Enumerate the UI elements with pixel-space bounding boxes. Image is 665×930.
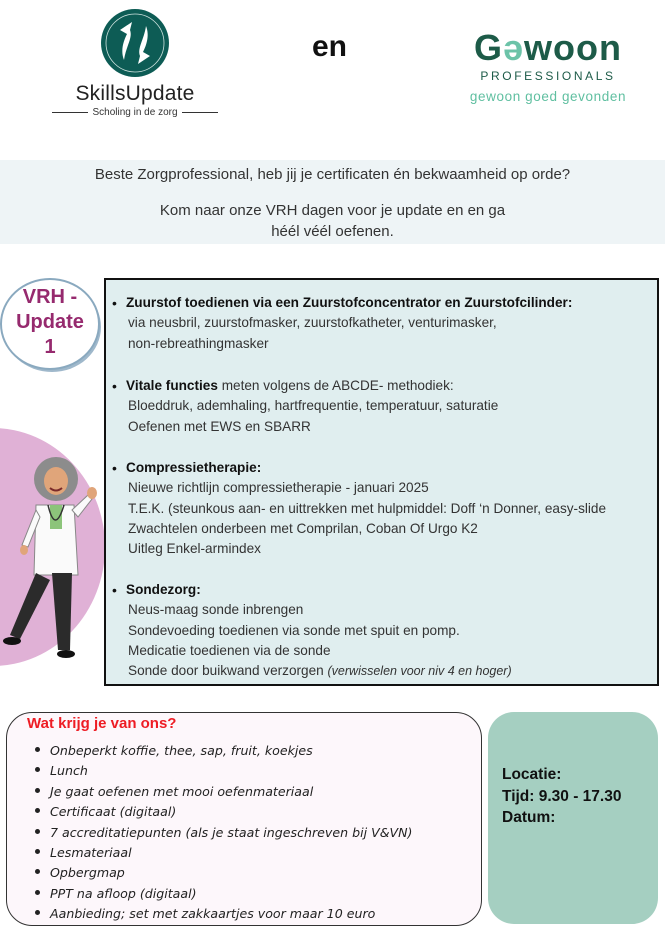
- offer-title: Wat krijg je van ons?: [27, 715, 177, 732]
- topic-line: Sondevoeding toedienen via sonde met spuit en pomp.: [128, 622, 460, 638]
- topic-line: Zwachtelen onderbeen met Comprilan, Coban Of Urgo K2: [128, 520, 478, 536]
- skillsupdate-name: SkillsUpdate: [75, 82, 195, 105]
- badge-text: [2, 280, 98, 360]
- topic-compression: [112, 458, 653, 559]
- offer-item-text: Opbergmap: [50, 865, 125, 881]
- offer-item: [35, 863, 473, 883]
- topic-line: Bloeddruk, ademhaling, hartfrequentie, temperatuur, saturatie: [128, 398, 499, 414]
- topic-heading: Zuurstof toedienen via een Zuurstofconcentrator en Zuurstofcilinder:: [126, 295, 573, 310]
- skillsupdate-tagline: Scholing in de zorg: [92, 107, 178, 118]
- topic-oxygen: [112, 293, 653, 354]
- topic-tube-care: [112, 580, 653, 681]
- offer-item: [35, 904, 473, 924]
- bullet-icon: [35, 890, 40, 895]
- wordmark-part: G: [473, 27, 503, 68]
- offer-item-text: 7 accreditatiepunten (als je staat ingeschreven bij V&VN): [50, 824, 413, 840]
- topic-heading: Sondezorg:: [126, 582, 201, 597]
- topic-line: Uitleg Enkel-armindex: [128, 541, 261, 557]
- bullet-icon: [35, 829, 40, 834]
- offer-item: [35, 782, 473, 802]
- bullet-icon: [35, 869, 40, 874]
- nurse-illustration: [0, 455, 100, 665]
- topic-line: Nieuwe richtlijn compressietherapie - januari 2025: [128, 480, 429, 496]
- gewoon-wordmark: [448, 28, 648, 68]
- bullet-icon: [35, 808, 40, 813]
- offer-item: [35, 802, 473, 822]
- topic-line: T.E.K. (steunkous aan- en uittrekken met hulpmiddel: Doff ‘n Donner, easy-slide: [128, 500, 607, 516]
- skillsupdate-tagline-row: [50, 107, 220, 118]
- bullet-icon: [35, 910, 40, 915]
- bullet-icon: •: [112, 460, 117, 476]
- topic-line: via neusbril, zuurstofmasker, zuurstofkatheter, venturimasker,: [128, 315, 497, 331]
- offer-list: [35, 741, 473, 925]
- bullet-icon: •: [112, 378, 117, 394]
- gewoon-professionals-logo: [448, 28, 648, 118]
- topic-note: (verwisselen voor niv 4 en hoger): [327, 664, 512, 679]
- offer-item-text: Je gaat oefenen met mooi oefenmateriaal: [50, 783, 314, 799]
- topics-box: [104, 278, 659, 686]
- bullet-icon: [35, 849, 40, 854]
- divider-line: [182, 112, 218, 113]
- topic-heading: Vitale functies: [126, 378, 218, 393]
- bullet-icon: [35, 767, 40, 772]
- date-label: Datum:: [502, 809, 556, 826]
- intro-banner: [0, 160, 665, 244]
- topic-line: Oefenen met EWS en SBARR: [128, 418, 311, 434]
- bullet-icon: [35, 747, 40, 752]
- conjunction-text: en: [312, 30, 348, 63]
- topic-vital-signs: [112, 376, 653, 437]
- offer-item-text: Aanbieding; set met zakkaartjes voor maar 10 euro: [50, 906, 376, 922]
- vrh-update-badge: [0, 278, 100, 370]
- offer-item-text: Certificaat (digitaal): [50, 804, 177, 820]
- event-info-lines: [502, 764, 652, 829]
- topic-heading: Compressietherapie:: [126, 460, 262, 475]
- offer-item: [35, 741, 473, 761]
- gewoon-slogan: gewoon goed gevonden: [469, 89, 627, 104]
- circular-arrows-icon: [100, 8, 170, 78]
- topic-line: Sonde door buikwand verzorgen: [128, 663, 328, 679]
- intro-line-2: Kom naar onze VRH dagen voor je update en en ga héél véél oefenen.: [159, 202, 506, 240]
- badge-label: VRH - Update 1: [16, 286, 84, 358]
- offer-item: [35, 823, 473, 843]
- divider-line: [52, 112, 88, 113]
- offer-item-text: Lesmateriaal: [50, 845, 132, 861]
- topic-line: Neus-maag sonde inbrengen: [128, 602, 304, 618]
- gewoon-subtitle: PROFESSIONALS: [480, 69, 616, 83]
- location-label: Locatie:: [502, 766, 562, 783]
- offer-item-text: Onbeperkt koffie, thee, sap, fruit, koekjes: [50, 743, 313, 758]
- wordmark-part: ə: [503, 27, 525, 68]
- bullet-icon: •: [112, 582, 117, 598]
- topic-line: Medicatie toedienen via de sonde: [128, 642, 331, 658]
- intro-line-1: Beste Zorgprofessional, heb jij je certificaten én bekwaamheid op orde?: [94, 166, 571, 183]
- offer-item: [35, 843, 473, 863]
- event-info-box: [488, 712, 658, 924]
- skillsupdate-logo: [50, 8, 220, 128]
- wordmark-part: woon: [524, 27, 623, 68]
- offer-box: [6, 712, 482, 926]
- topic-line: non-rebreathingmasker: [128, 335, 269, 351]
- offer-item: [35, 761, 473, 781]
- time-label: Tijd: 9.30 - 17.30: [502, 787, 622, 805]
- topic-heading-rest: meten volgens de ABCDE- methodiek:: [217, 378, 454, 393]
- bullet-icon: [35, 788, 40, 793]
- offer-item: [35, 884, 473, 904]
- offer-item-text: PPT na afloop (digitaal): [50, 885, 197, 901]
- offer-item-text: Lunch: [50, 763, 88, 779]
- bullet-icon: •: [112, 295, 117, 311]
